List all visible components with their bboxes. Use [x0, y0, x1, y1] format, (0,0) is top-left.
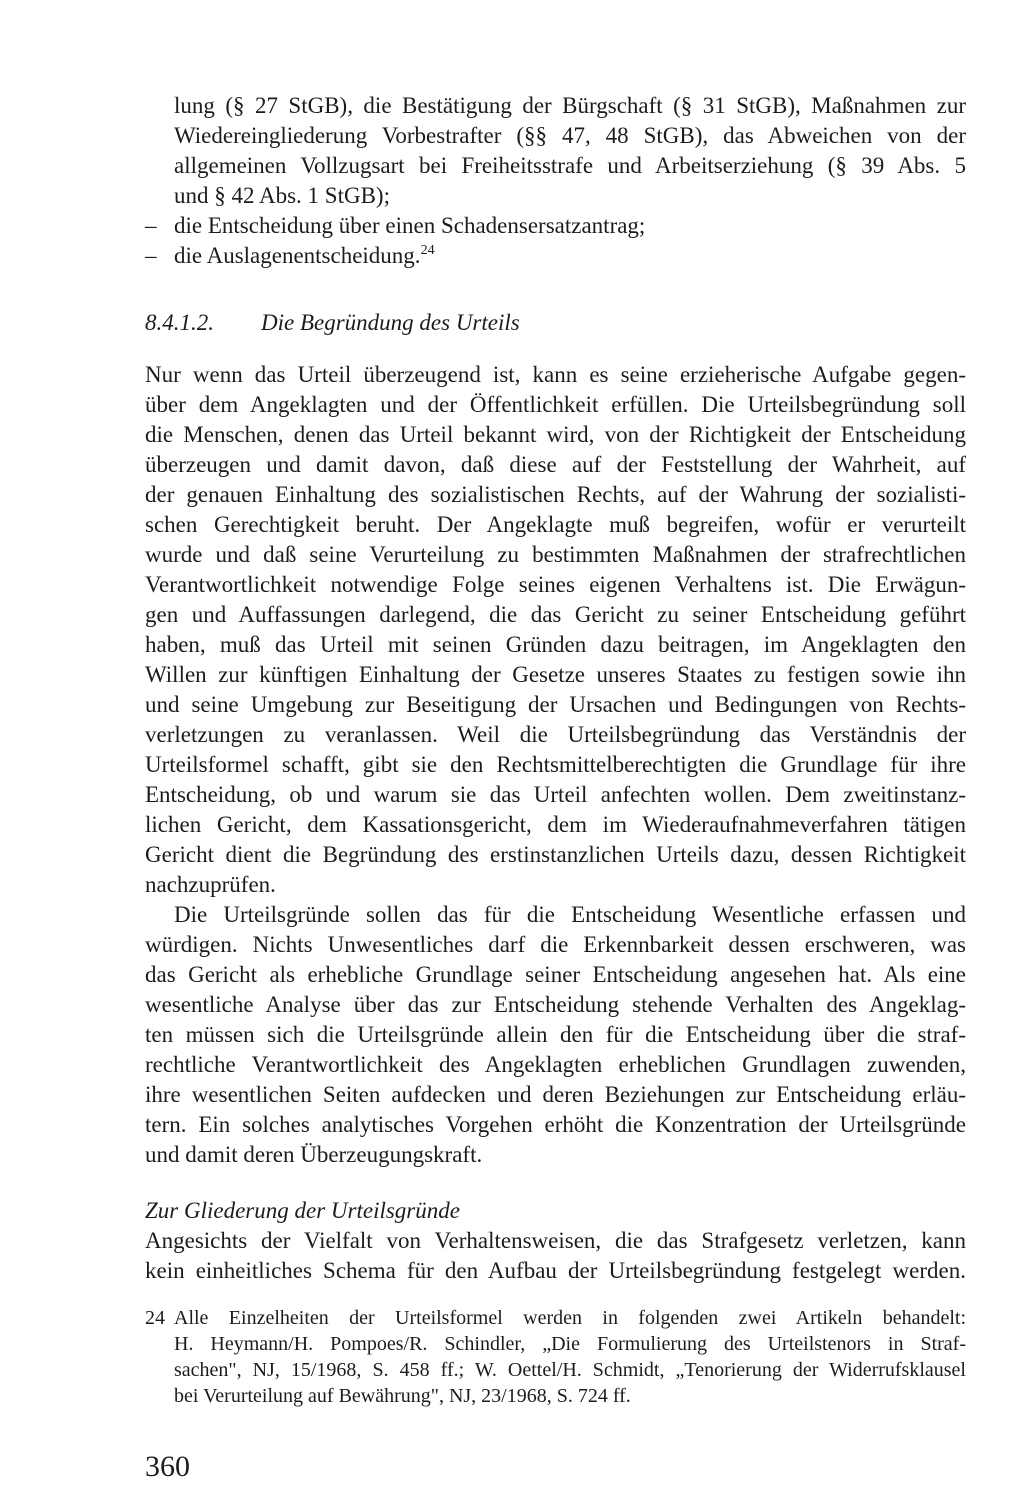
paragraph-line: und seine Umgebung zur Beseitigung der Ursachen und Bedingungen von Rechts- [145, 692, 966, 717]
paragraph-line: verletzungen zu veranlassen. Weil die Urteilsbegründung das Verständnis der [145, 722, 966, 747]
subheading: Zur Gliederung der Urteilsgründe [145, 1198, 460, 1223]
paragraph-line: wesentliche Analyse über das zur Entscheidung stehende Verhalten des Angeklag- [145, 992, 966, 1017]
paragraph-line: würdigen. Nichts Unwesentliches darf die Erkennbarkeit dessen erschweren, was [145, 932, 966, 957]
list-dash: – [145, 243, 157, 268]
paragraph-line: Gericht dient die Begründung des erstinstanzlichen Urteils dazu, dessen Richtigkeit [145, 842, 966, 867]
list-item-text: die Auslagenentscheidung. [174, 243, 421, 268]
paragraph-line: Angesichts der Vielfalt von Verhaltensweisen, die das Strafgesetz verletzen, kann [145, 1228, 966, 1253]
footnote-reference: 24 [420, 243, 435, 258]
paragraph-line: ten müssen sich die Urteilsgründe allein den für die Entscheidung über die straf- [145, 1022, 966, 1047]
paragraph-line: nachzuprüfen. [145, 872, 276, 897]
paragraph-line: über dem Angeklagten und der Öffentlichkeit erfüllen. Die Urteilsbegründung soll [145, 392, 966, 417]
list-continuation-line: lung (§ 27 StGB), die Bestätigung der Bürgschaft (§ 31 StGB), Maßnahmen zur [174, 93, 966, 118]
list-continuation-line: allgemeinen Vollzugsart bei Freiheitsstrafe und Arbeitserziehung (§ 39 Abs. 5 [174, 153, 966, 178]
paragraph-line: schen Gerechtigkeit beruht. Der Angeklagte muß begreifen, wofür er verurteilt [145, 512, 966, 537]
paragraph-line: Urteilsformel schafft, gibt sie den Rechtsmittelberechtigten die Grundlage für ihre [145, 752, 966, 777]
list-continuation-line: Wiedereingliederung Vorbestrafter (§§ 47, 48 StGB), das Abweichen von der [174, 123, 966, 148]
paragraph-line: wurde und daß seine Verurteilung zu bestimmten Maßnahmen der strafrechtlichen [145, 542, 966, 567]
paragraph-line: Willen zur künftigen Einhaltung der Gesetze unseres Staates zu festigen sowie ihn [145, 662, 966, 687]
paragraph-line: gen und Auffassungen darlegend, die das Gericht zu seiner Entscheidung geführt [145, 602, 966, 627]
footnote-number: 24 [145, 1307, 165, 1329]
paragraph-line: Nur wenn das Urteil überzeugend ist, kann es seine erzieherische Aufgabe gegen- [145, 362, 966, 387]
paragraph-line: und damit deren Überzeugungskraft. [145, 1142, 483, 1167]
list-item [174, 241, 966, 271]
list-dash: – [145, 213, 157, 238]
paragraph-line: der genauen Einhaltung des sozialistischen Rechts, auf der Wahrung der sozialisti- [145, 482, 966, 507]
footnote-line: Alle Einzelheiten der Urteilsformel werden in folgenden zwei Artikeln behandelt: [174, 1307, 966, 1329]
paragraph-line: Verantwortlichkeit notwendige Folge seines eigenen Verhaltens ist. Die Erwägun- [145, 572, 966, 597]
list-continuation-line: und § 42 Abs. 1 StGB); [174, 183, 390, 208]
paragraph-line: die Menschen, denen das Urteil bekannt wird, von der Richtigkeit der Entscheidung [145, 422, 966, 447]
paragraph-line: ihre wesentlichen Seiten aufdecken und deren Beziehungen zur Entscheidung erläu- [145, 1082, 966, 1107]
paragraph-line: überzeugen und damit davon, daß diese auf der Feststellung der Wahrheit, auf [145, 452, 966, 477]
footnote-line: bei Verurteilung auf Bewährung", NJ, 23/1968, S. 724 ff. [174, 1385, 631, 1407]
section-title: Die Begründung des Urteils [261, 310, 520, 335]
paragraph-line: tern. Ein solches analytisches Vorgehen erhöht die Konzentration der Urteilsgründe [145, 1112, 966, 1137]
paragraph-line: haben, muß das Urteil mit seinen Gründen dazu beitragen, im Angeklagten den [145, 632, 966, 657]
section-number: 8.4.1.2. [145, 310, 214, 335]
list-item [174, 211, 966, 241]
paragraph-line: Entscheidung, ob und warum sie das Urteil anfechten wollen. Dem zweitinstanz- [145, 782, 966, 807]
page-number: 360 [145, 1450, 190, 1483]
list-item-text: die Entscheidung über einen Schadensersatzantrag; [174, 213, 646, 238]
paragraph-line: kein einheitliches Schema für den Aufbau der Urteilsbegründung festgelegt werden. [145, 1258, 966, 1283]
footnote-line: H. Heymann/H. Pompoes/R. Schindler, „Die Formulierung des Urteilstenors in Straf- [174, 1333, 966, 1355]
paragraph-line: das Gericht als erhebliche Grundlage seiner Entscheidung angesehen hat. Als eine [145, 962, 966, 987]
paragraph-line: lichen Gericht, dem Kassationsgericht, dem im Wiederaufnahmeverfahren tätigen [145, 812, 966, 837]
paragraph-line: rechtliche Verantwortlichkeit des Angeklagten erheblichen Grundlagen zuwenden, [145, 1052, 966, 1077]
footnote-line: sachen", NJ, 15/1968, S. 458 ff.; W. Oettel/H. Schmidt, „Tenorierung der Widerrufsklausel [174, 1359, 966, 1381]
paragraph-line: Die Urteilsgründe sollen das für die Entscheidung Wesentliche erfassen und [174, 902, 966, 927]
